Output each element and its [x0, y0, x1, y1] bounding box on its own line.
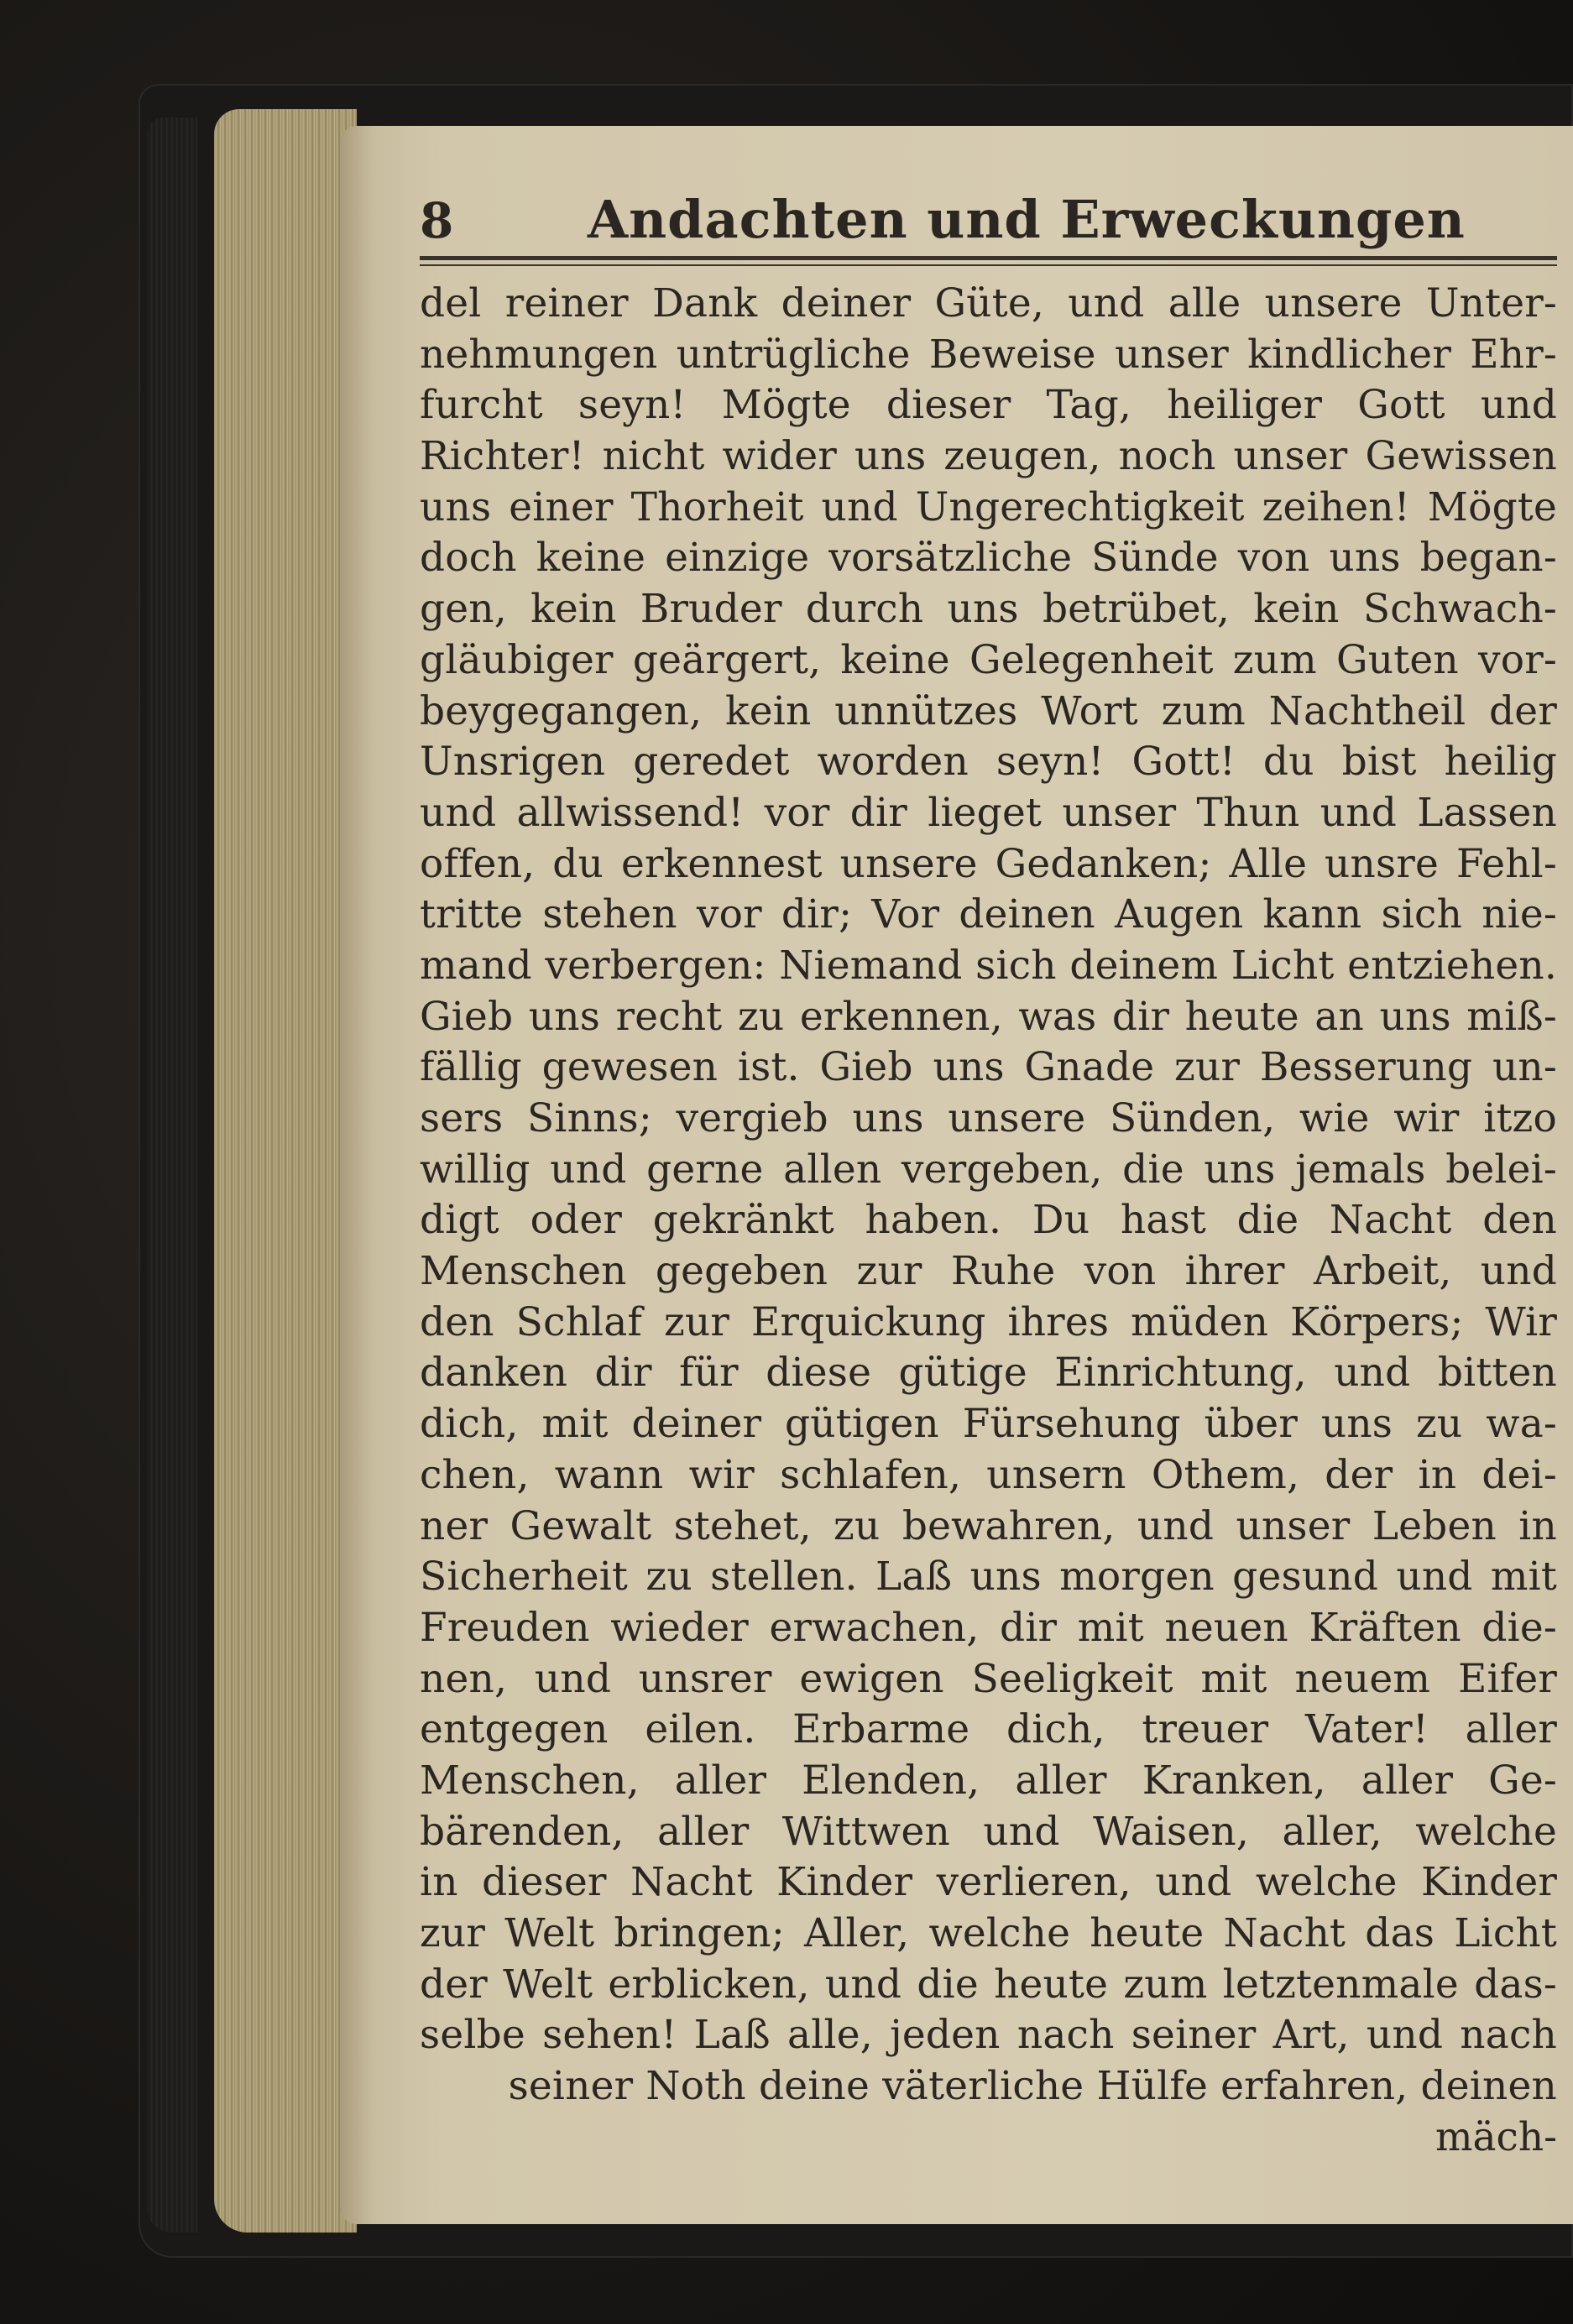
- text-line: nen, und unsrer ewigen Seeligkeit mit neuem Eifer: [420, 1655, 1557, 1702]
- text-line: in dieser Nacht Kinder verlieren, und welche Kinder: [420, 1859, 1557, 1906]
- text-line: tritte stehen vor dir; Vor deinen Augen kann sich nie-: [420, 891, 1557, 938]
- book-page: [340, 126, 1573, 2224]
- catchword: mäch-: [1435, 2113, 1557, 2160]
- text-line: digt oder gekränkt haben. Du hast die Nacht den: [420, 1197, 1557, 1244]
- book-spine: [147, 118, 197, 2233]
- text-line: Menschen gegeben zur Ruhe von ihrer Arbeit, und: [420, 1248, 1557, 1295]
- text-line: der Welt erblicken, und die heute zum letztenmale das-: [420, 1961, 1557, 2008]
- text-line: willig und gerne allen vergeben, die uns jemals belei-: [420, 1146, 1557, 1193]
- text-line: Sicherheit zu stellen. Laß uns morgen gesund und mit: [420, 1554, 1557, 1601]
- text-line: fällig gewesen ist. Gieb uns Gnade zur Besserung un-: [420, 1044, 1557, 1091]
- text-line: doch keine einzige vorsätzliche Sünde von uns began-: [420, 535, 1557, 582]
- text-line: seiner Noth deine väterliche Hülfe erfahren, deinen: [508, 2063, 1557, 2110]
- text-line: mand verbergen: Niemand sich deinem Licht entziehen.: [420, 942, 1557, 989]
- text-line: dich, mit deiner gütigen Fürsehung über uns zu wa-: [420, 1401, 1557, 1448]
- text-line: sers Sinns; vergieb uns unsere Sünden, wie wir itzo: [420, 1095, 1557, 1141]
- running-head: Andachten und Erweckungen: [588, 189, 1466, 250]
- text-line: Menschen, aller Elenden, aller Kranken, aller Ge-: [420, 1757, 1557, 1804]
- page-number: 8: [420, 192, 454, 249]
- text-line: bärenden, aller Wittwen und Waisen, aller, welche: [420, 1808, 1557, 1855]
- text-line: uns einer Thorheit und Ungerechtigkeit zeihen! Mögte: [420, 483, 1557, 530]
- text-line: zur Welt bringen; Aller, welche heute Nacht das Licht: [420, 1910, 1557, 1956]
- text-line: entgegen eilen. Erbarme dich, treuer Vater! aller: [420, 1706, 1557, 1753]
- page-header: [420, 172, 1557, 260]
- text-line: selbe sehen! Laß alle, jeden nach seiner Art, und nach: [420, 2012, 1557, 2059]
- text-line: offen, du erkennest unsere Gedanken; Alle unsre Fehl-: [420, 840, 1557, 887]
- page-content: [420, 172, 1557, 2163]
- text-line: gen, kein Bruder durch uns betrübet, kein Schwach-: [420, 586, 1557, 633]
- text-line: den Schlaf zur Erquickung ihres müden Körpers; Wir: [420, 1298, 1557, 1345]
- text-line: furcht seyn! Mögte dieser Tag, heiliger Gott und: [420, 382, 1557, 429]
- text-line: del reiner Dank deiner Güte, und alle unsere Unter-: [420, 280, 1557, 326]
- page-edges: [214, 109, 357, 2233]
- text-line: beygegangen, kein unnützes Wort zum Nachtheil der: [420, 687, 1557, 734]
- text-line: Richter! nicht wider uns zeugen, noch unser Gewissen: [420, 433, 1557, 480]
- text-line: nehmungen untrügliche Beweise unser kindlicher Ehr-: [420, 331, 1557, 378]
- text-line: ner Gewalt stehet, zu bewahren, und unser Leben in: [420, 1502, 1557, 1549]
- text-line: Gieb uns recht zu erkennen, was dir heute an uns miß-: [420, 993, 1557, 1040]
- text-line: Unsrigen geredet worden seyn! Gott! du bist heilig: [420, 739, 1557, 786]
- text-line: chen, wann wir schlafen, unsern Othem, der in dei-: [420, 1451, 1557, 1498]
- text-line: gläubiger geärgert, keine Gelegenheit zum Guten vor-: [420, 636, 1557, 683]
- text-line: danken dir für diese gütige Einrichtung, und bitten: [420, 1350, 1557, 1397]
- text-line: und allwissend! vor dir lieget unser Thun und Lassen: [420, 789, 1557, 836]
- text-line: Freuden wieder erwachen, dir mit neuen Kräften die-: [420, 1604, 1557, 1651]
- body-text: [420, 279, 1557, 2112]
